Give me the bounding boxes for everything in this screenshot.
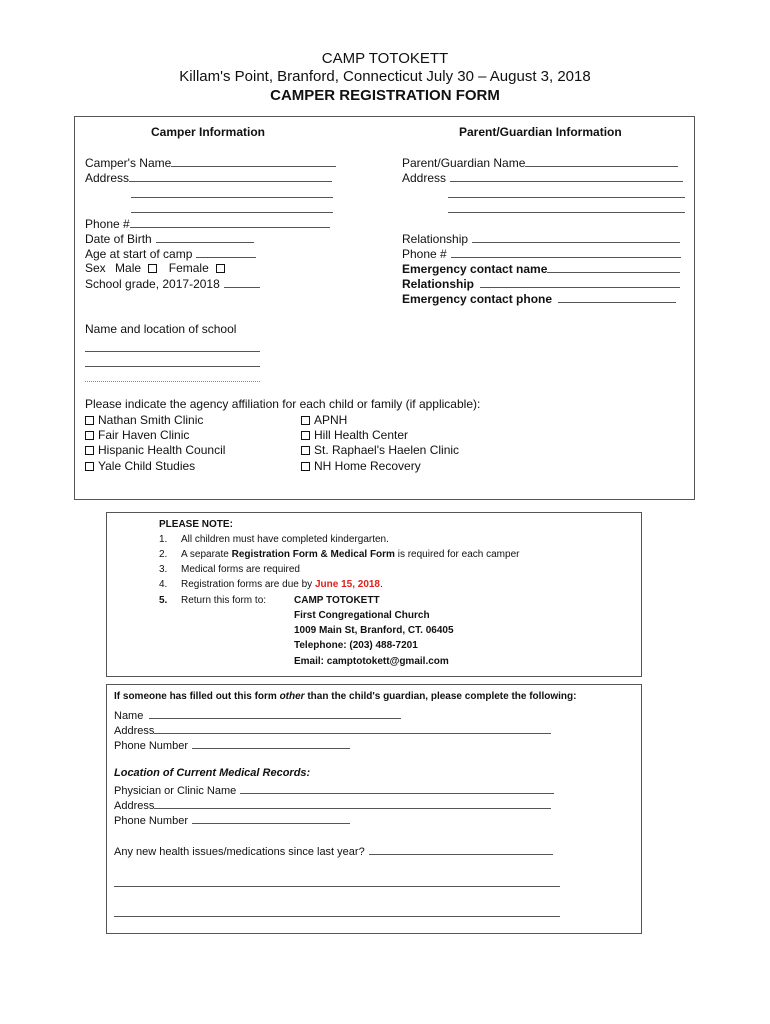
sex-label: Sex bbox=[85, 261, 106, 275]
note-heading: PLEASE NOTE: bbox=[159, 519, 233, 530]
agency-prompt: Please indicate the agency affiliation for each child or family (if applicable): bbox=[85, 397, 481, 411]
school-line-1[interactable] bbox=[85, 340, 260, 352]
other-address-label: Address bbox=[114, 725, 155, 737]
emergency-phone-field[interactable] bbox=[402, 291, 676, 306]
checkbox-icon[interactable] bbox=[85, 431, 94, 440]
parent-address-label: Address bbox=[402, 171, 447, 185]
parent-name-input[interactable] bbox=[525, 155, 678, 167]
agency-option-label: Hill Health Center bbox=[314, 428, 409, 442]
other-phone-field[interactable] bbox=[114, 737, 350, 752]
agency-fair-haven[interactable] bbox=[85, 428, 189, 442]
medical-phone-label: Phone Number bbox=[114, 815, 188, 827]
school-grade-field[interactable] bbox=[85, 276, 260, 291]
camp-name: CAMP TOTOKETT bbox=[321, 50, 449, 67]
parent-address-input[interactable] bbox=[450, 170, 683, 182]
medical-address-input[interactable] bbox=[154, 797, 551, 809]
health-question-label: Any new health issues/medications since last year? bbox=[114, 846, 365, 858]
age-field[interactable] bbox=[85, 246, 256, 261]
other-heading bbox=[114, 691, 576, 702]
checkbox-icon[interactable] bbox=[301, 431, 310, 440]
return-address-line-3: 1009 Main St, Branford, CT. 06405 bbox=[294, 625, 454, 636]
physician-field[interactable] bbox=[114, 782, 554, 797]
return-address-line-1: CAMP TOTOKETT bbox=[294, 595, 380, 606]
note-num-2: 2. bbox=[159, 549, 168, 560]
agency-option-label: NH Home Recovery bbox=[314, 459, 421, 473]
sex-field bbox=[85, 261, 229, 275]
health-question-input[interactable] bbox=[369, 843, 553, 855]
camper-phone-field[interactable] bbox=[85, 216, 330, 231]
parent-phone-field[interactable] bbox=[402, 246, 681, 261]
return-address-line-2: First Congregational Church bbox=[294, 610, 430, 621]
note-num-5: 5. bbox=[159, 595, 168, 606]
agency-nh-home-recovery[interactable] bbox=[301, 459, 421, 473]
checkbox-icon[interactable] bbox=[301, 462, 310, 471]
agency-option-label: Nathan Smith Clinic bbox=[98, 413, 204, 427]
emergency-name-label: Emergency contact name bbox=[402, 262, 548, 276]
other-address-field[interactable] bbox=[114, 722, 551, 737]
female-checkbox[interactable] bbox=[216, 264, 225, 273]
agency-option-label: Fair Haven Clinic bbox=[98, 428, 190, 442]
note-item-2-bold: Registration Form & Medical Form bbox=[231, 549, 395, 560]
campers-name-field[interactable] bbox=[85, 155, 336, 170]
campers-name-input[interactable] bbox=[171, 155, 336, 167]
emergency-relationship-input[interactable] bbox=[480, 276, 680, 288]
physician-label: Physician or Clinic Name bbox=[114, 785, 237, 797]
age-label: Age at start of camp bbox=[85, 247, 193, 261]
age-input[interactable] bbox=[196, 246, 256, 258]
medical-address-field[interactable] bbox=[114, 797, 551, 812]
note-item-2 bbox=[181, 549, 519, 560]
physician-input[interactable] bbox=[240, 782, 554, 794]
note-num-3: 3. bbox=[159, 564, 168, 575]
male-label: Male bbox=[115, 261, 142, 275]
dob-field[interactable] bbox=[85, 231, 254, 246]
other-name-field[interactable] bbox=[114, 707, 401, 722]
other-name-input[interactable] bbox=[149, 707, 401, 719]
emergency-phone-input[interactable] bbox=[558, 291, 676, 303]
camper-address-line-2[interactable] bbox=[131, 186, 333, 198]
checkbox-icon[interactable] bbox=[85, 416, 94, 425]
parent-phone-input[interactable] bbox=[451, 246, 681, 258]
parent-info-heading: Parent/Guardian Information bbox=[459, 125, 622, 139]
medical-phone-field[interactable] bbox=[114, 812, 350, 827]
camper-phone-label: Phone # bbox=[85, 217, 130, 231]
medical-phone-input[interactable] bbox=[192, 812, 350, 824]
agency-option-label: APNH bbox=[314, 413, 348, 427]
female-label: Female bbox=[168, 261, 209, 275]
emergency-relationship-field[interactable] bbox=[402, 276, 680, 291]
dob-input[interactable] bbox=[156, 231, 254, 243]
form-title: CAMPER REGISTRATION FORM bbox=[270, 87, 500, 104]
relationship-input[interactable] bbox=[472, 231, 680, 243]
health-line-2[interactable] bbox=[114, 875, 560, 887]
school-line-3[interactable] bbox=[85, 370, 260, 382]
checkbox-icon[interactable] bbox=[301, 446, 310, 455]
emergency-name-input[interactable] bbox=[547, 261, 680, 273]
school-grade-input[interactable] bbox=[224, 276, 260, 288]
relationship-label: Relationship bbox=[402, 232, 469, 246]
other-name-label: Name bbox=[114, 710, 144, 722]
note-item-1: All children must have completed kindergarten. bbox=[181, 534, 389, 545]
school-grade-label: School grade, 2017-2018 bbox=[85, 277, 220, 291]
agency-nathan-smith[interactable] bbox=[85, 413, 203, 427]
parent-address-field[interactable] bbox=[402, 170, 683, 185]
dob-label: Date of Birth bbox=[85, 232, 152, 246]
note-item-2-pre: A separate bbox=[181, 549, 232, 560]
other-phone-input[interactable] bbox=[192, 737, 350, 749]
other-phone-label: Phone Number bbox=[114, 740, 188, 752]
return-email: Email: camptotokett@gmail.com bbox=[294, 656, 449, 667]
other-heading-italic: other bbox=[279, 691, 305, 702]
camper-info-heading: Camper Information bbox=[151, 125, 266, 139]
other-address-input[interactable] bbox=[154, 722, 551, 734]
medical-records-heading: Location of Current Medical Records: bbox=[114, 767, 311, 779]
emergency-relationship-label: Relationship bbox=[402, 277, 475, 291]
note-item-3: Medical forms are required bbox=[181, 564, 300, 575]
note-item-4 bbox=[181, 579, 383, 590]
health-question-field[interactable] bbox=[114, 843, 553, 858]
note-item-4-pre: Registration forms are due by bbox=[181, 579, 315, 590]
checkbox-icon[interactable] bbox=[301, 416, 310, 425]
agency-hispanic-health[interactable] bbox=[85, 443, 225, 457]
checkbox-icon[interactable] bbox=[85, 462, 94, 471]
note-item-4-post: . bbox=[380, 579, 383, 590]
agency-option-label: Yale Child Studies bbox=[98, 459, 196, 473]
due-date: June 15, 2018 bbox=[314, 579, 380, 590]
camper-phone-input[interactable] bbox=[130, 216, 330, 228]
medical-address-label: Address bbox=[114, 800, 155, 812]
emergency-name-field[interactable] bbox=[402, 261, 680, 276]
agency-st-raphaels[interactable] bbox=[301, 443, 459, 457]
note-item-2-post: is required for each camper bbox=[394, 549, 520, 560]
checkbox-icon[interactable] bbox=[85, 446, 94, 455]
parent-phone-label: Phone # bbox=[402, 247, 447, 261]
note-num-4: 4. bbox=[159, 579, 168, 590]
other-heading-post: than the child's guardian, please complete the following: bbox=[304, 691, 577, 702]
camp-location-dates: Killam's Point, Branford, Connecticut July 30 – August 3, 2018 bbox=[179, 68, 591, 85]
note-num-1: 1. bbox=[159, 534, 168, 545]
school-line-2[interactable] bbox=[85, 355, 260, 367]
parent-name-label: Parent/Guardian Name bbox=[402, 156, 526, 170]
return-telephone: Telephone: (203) 488-7201 bbox=[294, 640, 418, 651]
school-label: Name and location of school bbox=[85, 322, 237, 336]
other-heading-pre: If someone has filled out this form bbox=[114, 691, 280, 702]
camper-address-label: Address bbox=[85, 171, 130, 185]
emergency-phone-label: Emergency contact phone bbox=[402, 292, 553, 306]
agency-apnh[interactable] bbox=[301, 413, 347, 427]
agency-option-label: St. Raphael's Haelen Clinic bbox=[314, 443, 460, 457]
health-line-3[interactable] bbox=[114, 905, 560, 917]
agency-hill-health[interactable] bbox=[301, 428, 408, 442]
note-item-5: Return this form to: bbox=[181, 595, 267, 606]
agency-option-label: Hispanic Health Council bbox=[98, 443, 226, 457]
camper-address-input[interactable] bbox=[129, 170, 332, 182]
parent-name-field[interactable] bbox=[402, 155, 678, 170]
campers-name-label: Camper's Name bbox=[85, 156, 172, 170]
male-checkbox[interactable] bbox=[148, 264, 157, 273]
camper-address-field[interactable] bbox=[85, 170, 332, 185]
parent-address-line-2[interactable] bbox=[448, 186, 685, 198]
relationship-field[interactable] bbox=[402, 231, 680, 246]
parent-address-line-3[interactable] bbox=[448, 201, 685, 213]
camper-address-line-3[interactable] bbox=[131, 201, 333, 213]
agency-yale-child[interactable] bbox=[85, 459, 195, 473]
